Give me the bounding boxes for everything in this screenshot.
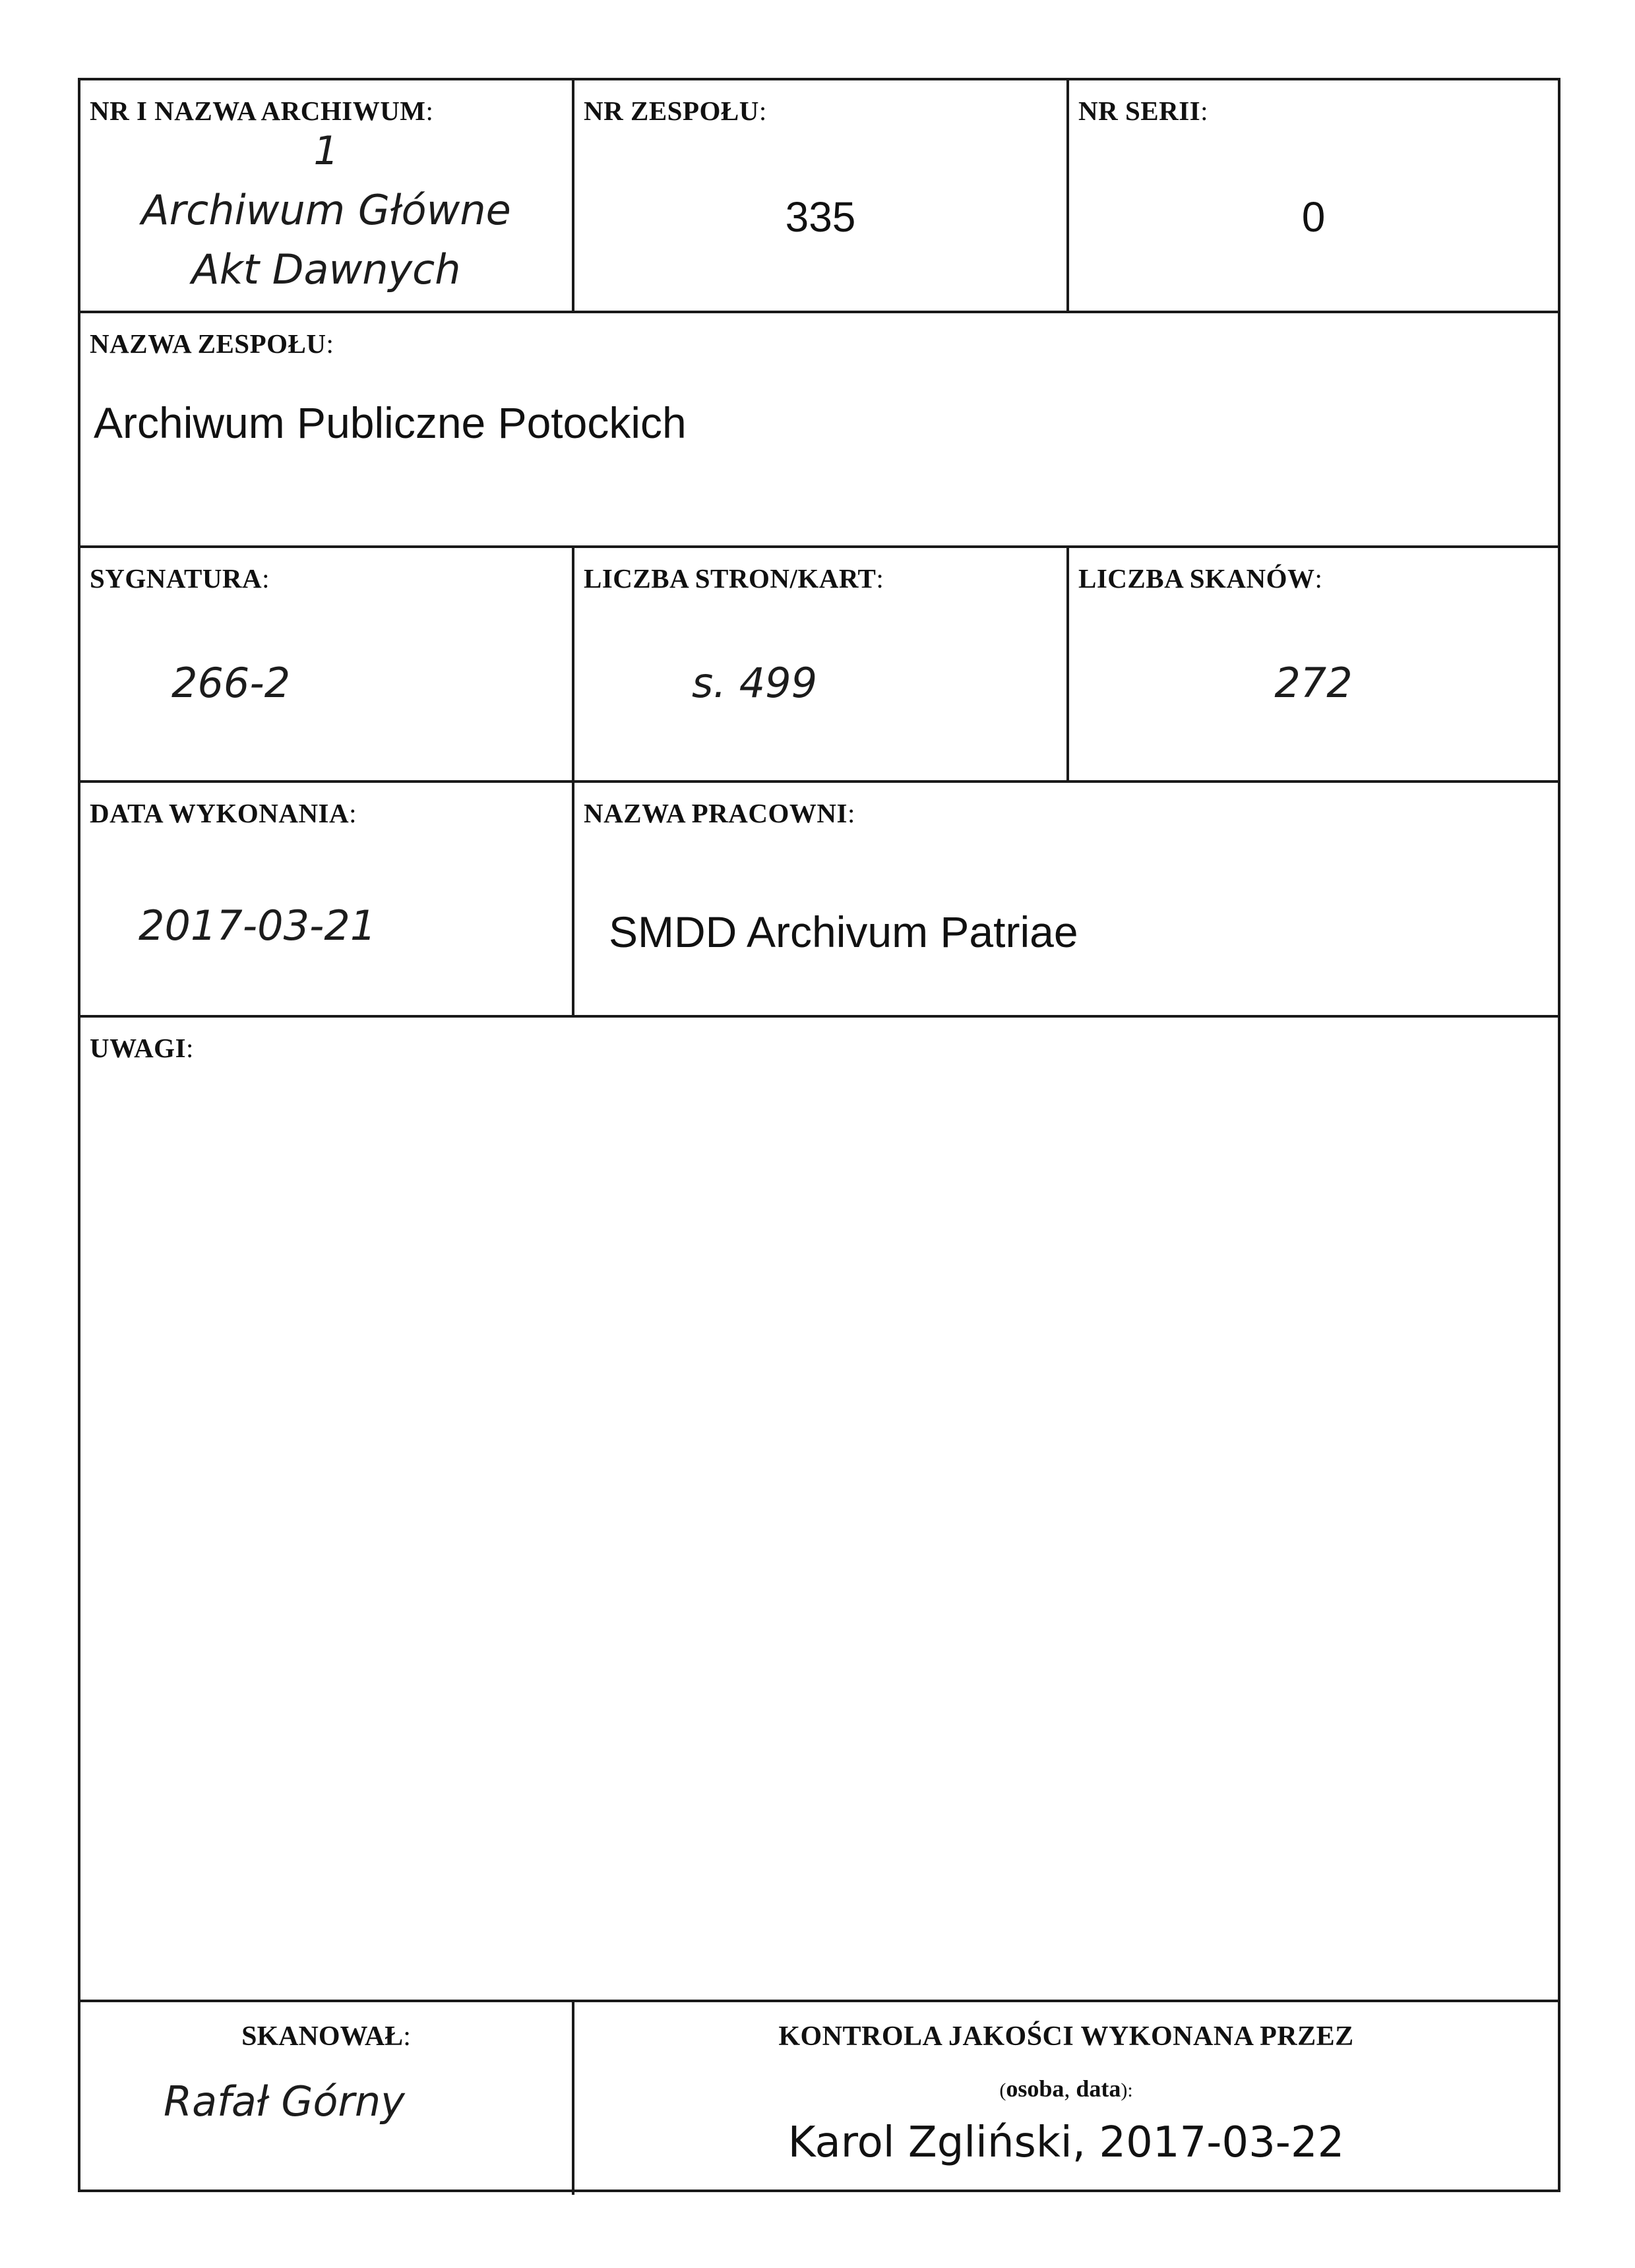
signature-value: 266-2 [171, 659, 291, 707]
series-number-value: 0 [1301, 193, 1326, 241]
archive-cell [80, 80, 572, 311]
pages-label: LICZBA STRON/KART: [584, 563, 884, 594]
archive-name-line2: Akt Dawnych [191, 245, 461, 293]
date-value: 2017-03-21 [139, 902, 377, 950]
archive-number: 1 [313, 128, 339, 174]
series-number-cell [1069, 80, 1558, 311]
fonds-number-cell [574, 80, 1066, 311]
signature-cell [80, 548, 572, 780]
workshop-label: NAZWA PRACOWNI: [584, 798, 855, 828]
pages-value: s. 499 [692, 659, 818, 707]
signature-label: SYGNATURA: [90, 563, 270, 594]
scans-cell [1069, 548, 1558, 780]
scanned-by-value: Rafał Górny [164, 2077, 405, 2126]
metadata-form [78, 78, 1560, 2192]
workshop-cell [574, 783, 1558, 1015]
quality-control-cell [574, 2002, 1558, 2190]
scanned-by-cell [80, 2002, 572, 2190]
fonds-name-value: Archiwum Publiczne Potockich [94, 398, 687, 447]
pages-cell [574, 548, 1066, 780]
series-number-label: NR SERII: [1078, 96, 1209, 126]
fonds-number-value: 335 [785, 193, 856, 241]
remarks-label: UWAGI: [90, 1033, 194, 1063]
scanned-by-label: SKANOWAŁ: [241, 2021, 411, 2052]
date-cell [80, 783, 572, 1015]
date-label: DATA WYKONANIA: [90, 798, 357, 828]
workshop-value: SMDD Archivum Patriae [609, 907, 1078, 956]
fonds-name-label: NAZWA ZESPOŁU: [90, 328, 334, 359]
scans-label: LICZBA SKANÓW: [1078, 563, 1323, 594]
quality-control-value: Karol Zgliński, 2017-03-22 [787, 2118, 1345, 2167]
archive-label: NR I NAZWA ARCHIWUM: [90, 96, 434, 126]
quality-control-label: KONTROLA JAKOŚCI WYKONANA PRZEZ [778, 2021, 1354, 2052]
remarks-cell [80, 1018, 1558, 2000]
archive-name-line1: Archiwum Główne [141, 186, 511, 234]
quality-control-sublabel: (osoba, data): [999, 2075, 1133, 2102]
scans-value: 272 [1274, 659, 1353, 707]
fonds-name-cell [80, 313, 1558, 545]
fonds-number-label: NR ZESPOŁU: [584, 96, 767, 126]
